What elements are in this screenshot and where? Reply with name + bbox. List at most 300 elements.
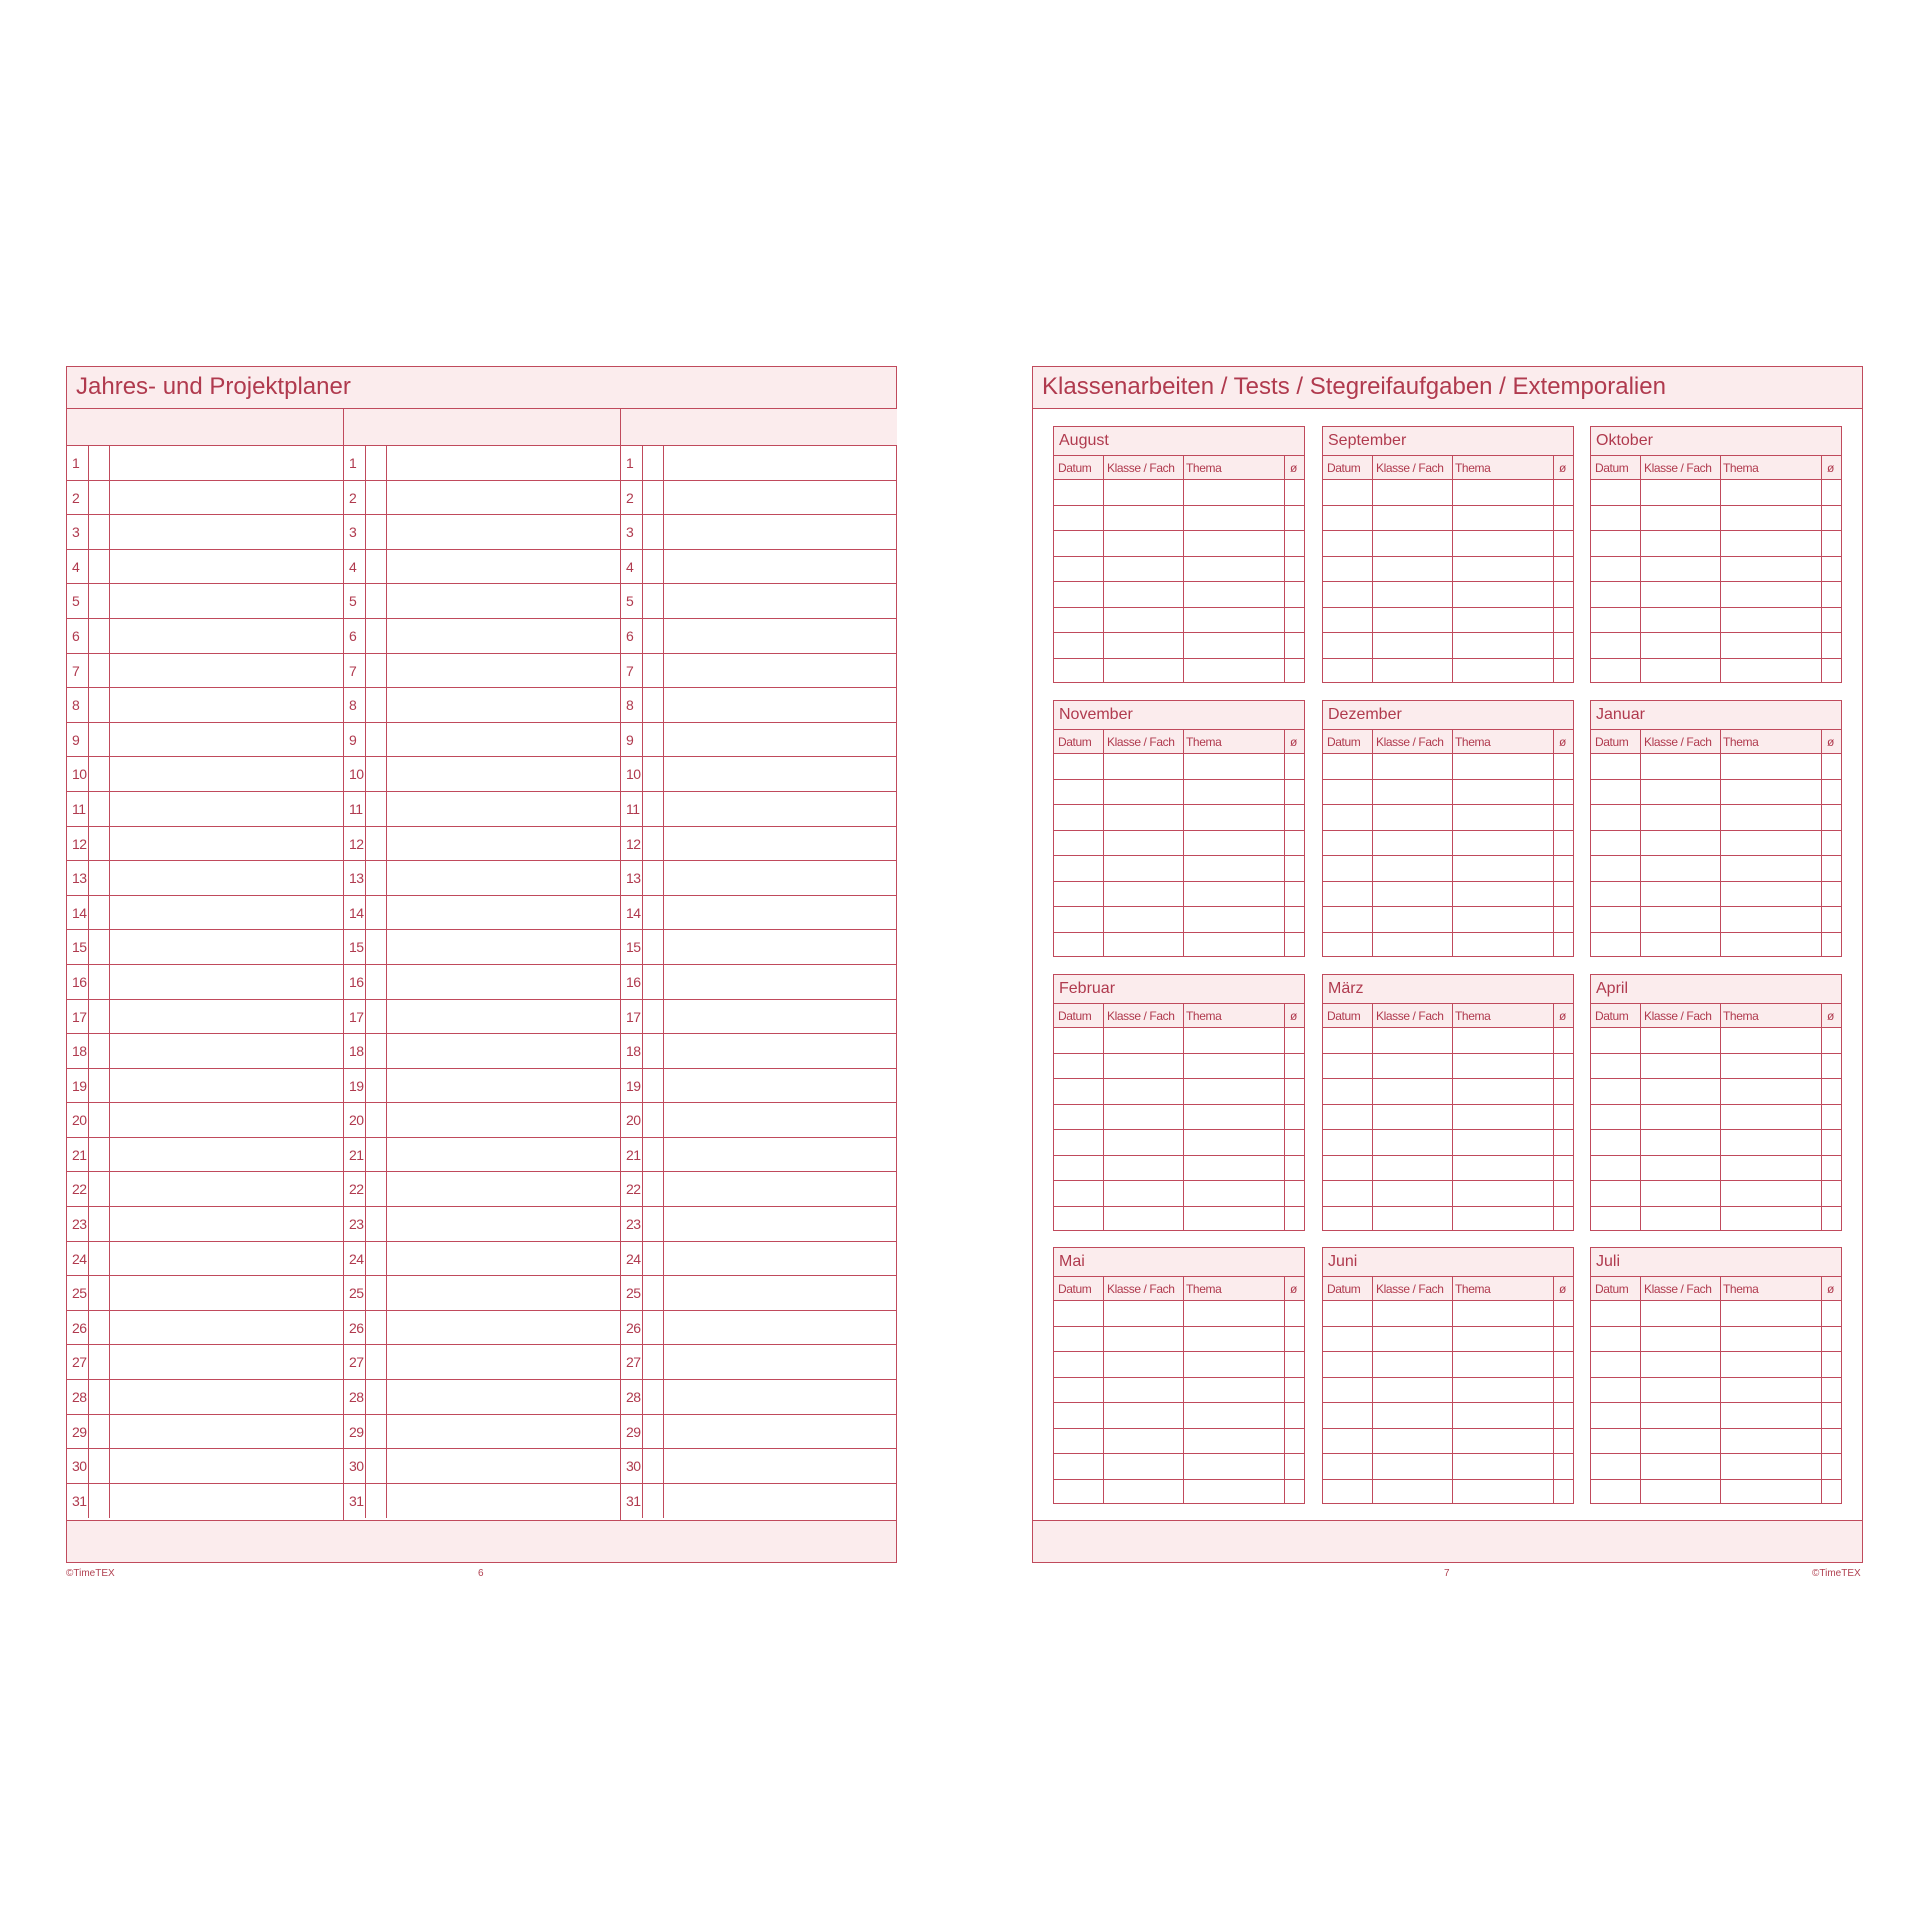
planner-day-row[interactable] — [67, 1449, 343, 1484]
entry-row[interactable] — [1054, 1105, 1304, 1131]
planner-day-row[interactable] — [344, 1484, 620, 1519]
entry-row[interactable] — [1323, 780, 1573, 806]
planner-day-row[interactable] — [344, 515, 620, 550]
row-divider — [642, 619, 643, 653]
planner-day-row[interactable] — [344, 930, 620, 965]
row-divider — [365, 723, 366, 757]
planner-day-row[interactable] — [67, 723, 343, 758]
planner-day-row[interactable] — [621, 654, 897, 689]
column-header-klasse: Klasse / Fach — [1644, 461, 1712, 475]
month-name: Juli — [1596, 1253, 1621, 1270]
entry-row[interactable] — [1591, 480, 1841, 506]
entry-row[interactable] — [1323, 1352, 1573, 1378]
day-number: 27 — [72, 1354, 87, 1371]
entry-row[interactable] — [1591, 780, 1841, 806]
planner-day-row[interactable] — [344, 757, 620, 792]
planner-day-row[interactable] — [344, 1138, 620, 1173]
planner-day-row[interactable] — [344, 723, 620, 758]
planner-day-row[interactable] — [621, 688, 897, 723]
entry-row[interactable] — [1323, 1454, 1573, 1480]
entry-row[interactable] — [1591, 582, 1841, 608]
entry-row[interactable] — [1323, 633, 1573, 659]
entry-row[interactable] — [1054, 506, 1304, 532]
month-table — [1053, 1247, 1305, 1504]
planner-day-row[interactable] — [344, 1311, 620, 1346]
planner-day-row[interactable] — [67, 688, 343, 723]
entry-row[interactable] — [1054, 1054, 1304, 1080]
entry-row[interactable] — [1591, 1301, 1841, 1327]
entry-row[interactable] — [1323, 1054, 1573, 1080]
row-divider — [642, 827, 643, 861]
row-divider — [663, 1276, 664, 1310]
tests-footer-bar — [1033, 1520, 1862, 1562]
column-header-grade: ø — [1559, 461, 1566, 475]
entry-row[interactable] — [1323, 1378, 1573, 1404]
planner-day-row[interactable] — [621, 827, 897, 862]
row-divider — [663, 1034, 664, 1068]
day-number: 9 — [626, 731, 634, 748]
planner-day-row[interactable] — [621, 965, 897, 1000]
planner-day-row[interactable] — [67, 930, 343, 965]
column-header-grade: ø — [1290, 1282, 1297, 1296]
row-divider — [88, 515, 89, 549]
column-header-grade: ø — [1290, 735, 1297, 749]
planner-day-row[interactable] — [344, 965, 620, 1000]
planner-day-row[interactable] — [344, 1415, 620, 1450]
day-number: 10 — [349, 766, 364, 783]
planner-day-row[interactable] — [621, 1449, 897, 1484]
planner-day-row[interactable] — [67, 1380, 343, 1415]
entry-row[interactable] — [1054, 1301, 1304, 1327]
column-header-klasse: Klasse / Fach — [1644, 1009, 1712, 1023]
entry-row[interactable] — [1591, 633, 1841, 659]
planner-day-row[interactable] — [67, 965, 343, 1000]
planner-day-row[interactable] — [621, 619, 897, 654]
planner-day-row[interactable] — [621, 481, 897, 516]
planner-day-row[interactable] — [67, 550, 343, 585]
entry-row[interactable] — [1323, 1156, 1573, 1182]
entry-row[interactable] — [1323, 480, 1573, 506]
row-divider — [386, 446, 387, 480]
planner-day-row[interactable] — [344, 1034, 620, 1069]
entry-row[interactable] — [1591, 1429, 1841, 1455]
planner-day-row[interactable] — [621, 1380, 897, 1415]
planner-day-row[interactable] — [621, 1345, 897, 1380]
entry-row[interactable] — [1054, 780, 1304, 806]
row-divider — [642, 1415, 643, 1449]
planner-day-row[interactable] — [344, 550, 620, 585]
entry-row[interactable] — [1323, 1480, 1573, 1506]
row-divider — [386, 723, 387, 757]
entry-row[interactable] — [1054, 1454, 1304, 1480]
planner-day-row[interactable] — [67, 861, 343, 896]
row-divider — [663, 550, 664, 584]
entry-row[interactable] — [1054, 933, 1304, 959]
month-table — [1322, 700, 1574, 957]
row-divider — [386, 1138, 387, 1172]
row-divider — [109, 1034, 110, 1068]
entry-row[interactable] — [1054, 907, 1304, 933]
planner-day-row[interactable] — [621, 861, 897, 896]
planner-day-row[interactable] — [344, 1172, 620, 1207]
column-header-thema: Thema — [1723, 1009, 1759, 1023]
planner-day-row[interactable] — [344, 619, 620, 654]
planner-day-row[interactable] — [67, 1172, 343, 1207]
planner-day-row[interactable] — [621, 1311, 897, 1346]
entry-row[interactable] — [1054, 805, 1304, 831]
entry-row[interactable] — [1054, 1327, 1304, 1353]
planner-day-row[interactable] — [67, 1000, 343, 1035]
month-column-headers — [1591, 456, 1841, 480]
planner-day-row[interactable] — [621, 1172, 897, 1207]
row-divider — [663, 896, 664, 930]
planner-day-row[interactable] — [344, 861, 620, 896]
day-number: 26 — [626, 1319, 641, 1336]
planner-day-row[interactable] — [344, 1276, 620, 1311]
month-entry-rows — [1591, 754, 1841, 956]
month-title-bar — [1323, 701, 1573, 730]
entry-row[interactable] — [1323, 933, 1573, 959]
planner-day-row[interactable] — [67, 1242, 343, 1277]
entry-row[interactable] — [1054, 856, 1304, 882]
day-number: 24 — [72, 1250, 87, 1267]
entry-row[interactable] — [1323, 1105, 1573, 1131]
planner-day-row[interactable] — [344, 1380, 620, 1415]
row-divider — [642, 550, 643, 584]
page-number-left: 6 — [478, 1568, 484, 1579]
column-header-thema: Thema — [1723, 1282, 1759, 1296]
row-divider — [663, 1069, 664, 1103]
planner-day-row[interactable] — [344, 584, 620, 619]
entry-row[interactable] — [1323, 1301, 1573, 1327]
entry-row[interactable] — [1591, 659, 1841, 685]
month-title-bar — [1054, 975, 1304, 1004]
entry-row[interactable] — [1591, 856, 1841, 882]
day-number: 10 — [626, 766, 641, 783]
entry-row[interactable] — [1591, 1105, 1841, 1131]
planner-day-row[interactable] — [67, 1207, 343, 1242]
row-divider — [109, 1103, 110, 1137]
entry-row[interactable] — [1054, 1028, 1304, 1054]
planner-day-row[interactable] — [344, 1103, 620, 1138]
row-divider — [663, 1380, 664, 1414]
row-divider — [642, 584, 643, 618]
row-divider — [642, 1034, 643, 1068]
entry-row[interactable] — [1054, 1378, 1304, 1404]
planner-day-row[interactable] — [621, 1000, 897, 1035]
planner-day-row[interactable] — [67, 654, 343, 689]
planner-day-row[interactable] — [67, 757, 343, 792]
day-number: 28 — [626, 1389, 641, 1406]
entry-row[interactable] — [1591, 805, 1841, 831]
entry-row[interactable] — [1054, 1403, 1304, 1429]
row-divider — [109, 1000, 110, 1034]
row-divider — [663, 515, 664, 549]
planner-day-row[interactable] — [344, 688, 620, 723]
entry-row[interactable] — [1054, 754, 1304, 780]
column-header-klasse: Klasse / Fach — [1376, 735, 1444, 749]
month-table — [1590, 974, 1842, 1231]
entry-row[interactable] — [1591, 1054, 1841, 1080]
row-divider — [386, 1449, 387, 1483]
row-divider — [109, 757, 110, 791]
day-number: 15 — [349, 939, 364, 956]
entry-row[interactable] — [1054, 1130, 1304, 1156]
entry-row[interactable] — [1054, 1352, 1304, 1378]
entry-row[interactable] — [1323, 882, 1573, 908]
entry-row[interactable] — [1591, 1454, 1841, 1480]
entry-row[interactable] — [1054, 659, 1304, 685]
day-number: 7 — [349, 662, 357, 679]
entry-row[interactable] — [1591, 557, 1841, 583]
entry-row[interactable] — [1323, 557, 1573, 583]
row-divider — [642, 654, 643, 688]
month-name: Februar — [1059, 980, 1116, 997]
column-header-klasse: Klasse / Fach — [1376, 1282, 1444, 1296]
planner-day-row[interactable] — [621, 584, 897, 619]
entry-row[interactable] — [1054, 1429, 1304, 1455]
column-header-thema: Thema — [1455, 1282, 1491, 1296]
entry-row[interactable] — [1323, 1181, 1573, 1207]
planner-day-row[interactable] — [621, 1103, 897, 1138]
entry-row[interactable] — [1323, 805, 1573, 831]
planner-day-row[interactable] — [621, 446, 897, 481]
planner-day-row[interactable] — [344, 896, 620, 931]
entry-row[interactable] — [1054, 882, 1304, 908]
row-divider — [642, 896, 643, 930]
planner-day-row[interactable] — [621, 757, 897, 792]
planner-day-row[interactable] — [621, 1242, 897, 1277]
row-divider — [642, 1207, 643, 1241]
planner-day-row[interactable] — [344, 1345, 620, 1380]
entry-row[interactable] — [1054, 480, 1304, 506]
day-number: 30 — [72, 1458, 87, 1475]
planner-day-row[interactable] — [67, 1311, 343, 1346]
entry-row[interactable] — [1591, 831, 1841, 857]
planner-day-row[interactable] — [344, 827, 620, 862]
row-divider — [642, 757, 643, 791]
planner-day-row[interactable] — [344, 1449, 620, 1484]
row-divider — [109, 654, 110, 688]
planner-day-row[interactable] — [621, 896, 897, 931]
row-divider — [642, 481, 643, 515]
entry-row[interactable] — [1591, 1352, 1841, 1378]
row-divider — [386, 1103, 387, 1137]
planner-column-header[interactable] — [67, 409, 343, 446]
entry-row[interactable] — [1054, 608, 1304, 634]
row-divider — [386, 1311, 387, 1345]
entry-row[interactable] — [1054, 1207, 1304, 1233]
entry-row[interactable] — [1054, 531, 1304, 557]
day-number: 6 — [349, 627, 357, 644]
planner-day-row[interactable] — [344, 1000, 620, 1035]
entry-row[interactable] — [1323, 907, 1573, 933]
entry-row[interactable] — [1591, 1327, 1841, 1353]
column-header-klasse: Klasse / Fach — [1107, 461, 1175, 475]
row-divider — [109, 1069, 110, 1103]
entry-row[interactable] — [1591, 608, 1841, 634]
row-divider — [386, 930, 387, 964]
planner-day-row[interactable] — [67, 584, 343, 619]
planner-column-header[interactable] — [344, 409, 620, 446]
planner-title-bar — [67, 367, 896, 409]
entry-row[interactable] — [1591, 1079, 1841, 1105]
entry-row[interactable] — [1323, 1130, 1573, 1156]
entry-row[interactable] — [1591, 754, 1841, 780]
day-number: 22 — [349, 1181, 364, 1198]
row-divider — [386, 757, 387, 791]
entry-row[interactable] — [1591, 1378, 1841, 1404]
entry-row[interactable] — [1591, 531, 1841, 557]
planner-day-row[interactable] — [344, 792, 620, 827]
entry-row[interactable] — [1591, 506, 1841, 532]
column-header-thema: Thema — [1723, 735, 1759, 749]
entry-row[interactable] — [1323, 608, 1573, 634]
entry-row[interactable] — [1054, 1181, 1304, 1207]
planner-day-row[interactable] — [67, 792, 343, 827]
planner-day-row[interactable] — [621, 930, 897, 965]
row-divider — [642, 1138, 643, 1172]
planner-day-row[interactable] — [67, 1069, 343, 1104]
planner-day-row[interactable] — [344, 1069, 620, 1104]
planner-day-row[interactable] — [621, 792, 897, 827]
entry-row[interactable] — [1591, 1480, 1841, 1506]
row-divider — [365, 550, 366, 584]
row-divider — [109, 1311, 110, 1345]
entry-row[interactable] — [1323, 1207, 1573, 1233]
entry-row[interactable] — [1323, 531, 1573, 557]
entry-row[interactable] — [1323, 1429, 1573, 1455]
day-number: 11 — [349, 800, 363, 817]
planner-day-row[interactable] — [67, 827, 343, 862]
entry-row[interactable] — [1591, 933, 1841, 959]
row-divider — [109, 965, 110, 999]
entry-row[interactable] — [1591, 907, 1841, 933]
entry-row[interactable] — [1323, 1079, 1573, 1105]
planner-day-row[interactable] — [67, 896, 343, 931]
row-divider — [109, 688, 110, 722]
planner-rows — [67, 446, 343, 1521]
row-divider — [365, 446, 366, 480]
row-divider — [88, 930, 89, 964]
row-divider — [365, 1069, 366, 1103]
row-divider — [663, 827, 664, 861]
column-header-grade: ø — [1827, 1009, 1834, 1023]
planner-day-row[interactable] — [67, 481, 343, 516]
day-number: 1 — [349, 455, 357, 471]
row-divider — [663, 1172, 664, 1206]
row-divider — [88, 550, 89, 584]
entry-row[interactable] — [1323, 659, 1573, 685]
entry-row[interactable] — [1054, 831, 1304, 857]
entry-row[interactable] — [1591, 1207, 1841, 1233]
planner-day-row[interactable] — [67, 1345, 343, 1380]
row-divider — [88, 965, 89, 999]
month-table — [1053, 974, 1305, 1231]
planner-day-row[interactable] — [67, 446, 343, 481]
planner-day-row[interactable] — [344, 654, 620, 689]
planner-day-row[interactable] — [344, 1242, 620, 1277]
entry-row[interactable] — [1591, 1181, 1841, 1207]
planner-day-row[interactable] — [621, 1484, 897, 1519]
column-header-datum: Datum — [1595, 1282, 1629, 1296]
month-table — [1053, 426, 1305, 683]
entry-row[interactable] — [1054, 1156, 1304, 1182]
entry-row[interactable] — [1054, 557, 1304, 583]
entry-row[interactable] — [1323, 856, 1573, 882]
planner-day-row[interactable] — [67, 1034, 343, 1069]
planner-day-row[interactable] — [67, 1103, 343, 1138]
entry-row[interactable] — [1323, 1403, 1573, 1429]
row-divider — [88, 1242, 89, 1276]
month-column-headers — [1591, 1004, 1841, 1028]
planner-day-row[interactable] — [67, 1138, 343, 1173]
entry-row[interactable] — [1591, 882, 1841, 908]
entry-row[interactable] — [1591, 1130, 1841, 1156]
row-divider — [109, 1207, 110, 1241]
month-entry-rows — [1054, 1301, 1304, 1503]
row-divider — [386, 1034, 387, 1068]
entry-row[interactable] — [1323, 1327, 1573, 1353]
planner-day-row[interactable] — [621, 1069, 897, 1104]
planner-day-row[interactable] — [621, 1034, 897, 1069]
entry-row[interactable] — [1054, 1079, 1304, 1105]
entry-row[interactable] — [1054, 582, 1304, 608]
day-number: 9 — [349, 731, 357, 748]
column-header-thema: Thema — [1186, 461, 1222, 475]
planner-day-row[interactable] — [67, 619, 343, 654]
column-header-klasse: Klasse / Fach — [1644, 1282, 1712, 1296]
day-number: 23 — [626, 1216, 641, 1233]
entry-row[interactable] — [1591, 1156, 1841, 1182]
entry-row[interactable] — [1054, 1480, 1304, 1506]
planner-day-row[interactable] — [621, 1415, 897, 1450]
entry-row[interactable] — [1323, 831, 1573, 857]
planner-day-row[interactable] — [67, 1276, 343, 1311]
month-name: November — [1059, 706, 1133, 723]
planner-day-row[interactable] — [67, 515, 343, 550]
planner-day-row[interactable] — [344, 446, 620, 481]
entry-row[interactable] — [1323, 506, 1573, 532]
planner-day-row[interactable] — [621, 1207, 897, 1242]
planner-day-row[interactable] — [621, 550, 897, 585]
entry-row[interactable] — [1591, 1403, 1841, 1429]
planner-day-row[interactable] — [344, 481, 620, 516]
entry-row[interactable] — [1054, 633, 1304, 659]
row-divider — [642, 1276, 643, 1310]
planner-column-header[interactable] — [621, 409, 897, 446]
planner-day-row[interactable] — [621, 1138, 897, 1173]
planner-day-row[interactable] — [67, 1415, 343, 1450]
entry-row[interactable] — [1323, 1028, 1573, 1054]
day-number: 14 — [626, 904, 641, 921]
planner-day-row[interactable] — [621, 515, 897, 550]
day-number: 21 — [72, 1146, 87, 1163]
row-divider — [88, 446, 89, 480]
row-divider — [109, 1415, 110, 1449]
planner-day-row[interactable] — [621, 1276, 897, 1311]
entry-row[interactable] — [1323, 582, 1573, 608]
month-entry-rows — [1591, 1028, 1841, 1230]
entry-row[interactable] — [1591, 1028, 1841, 1054]
column-header-datum: Datum — [1327, 735, 1361, 749]
planner-day-row[interactable] — [344, 1207, 620, 1242]
planner-day-row[interactable] — [621, 723, 897, 758]
planner-day-row[interactable] — [67, 1484, 343, 1519]
entry-row[interactable] — [1323, 754, 1573, 780]
day-number: 2 — [349, 489, 357, 506]
row-divider — [109, 1449, 110, 1483]
